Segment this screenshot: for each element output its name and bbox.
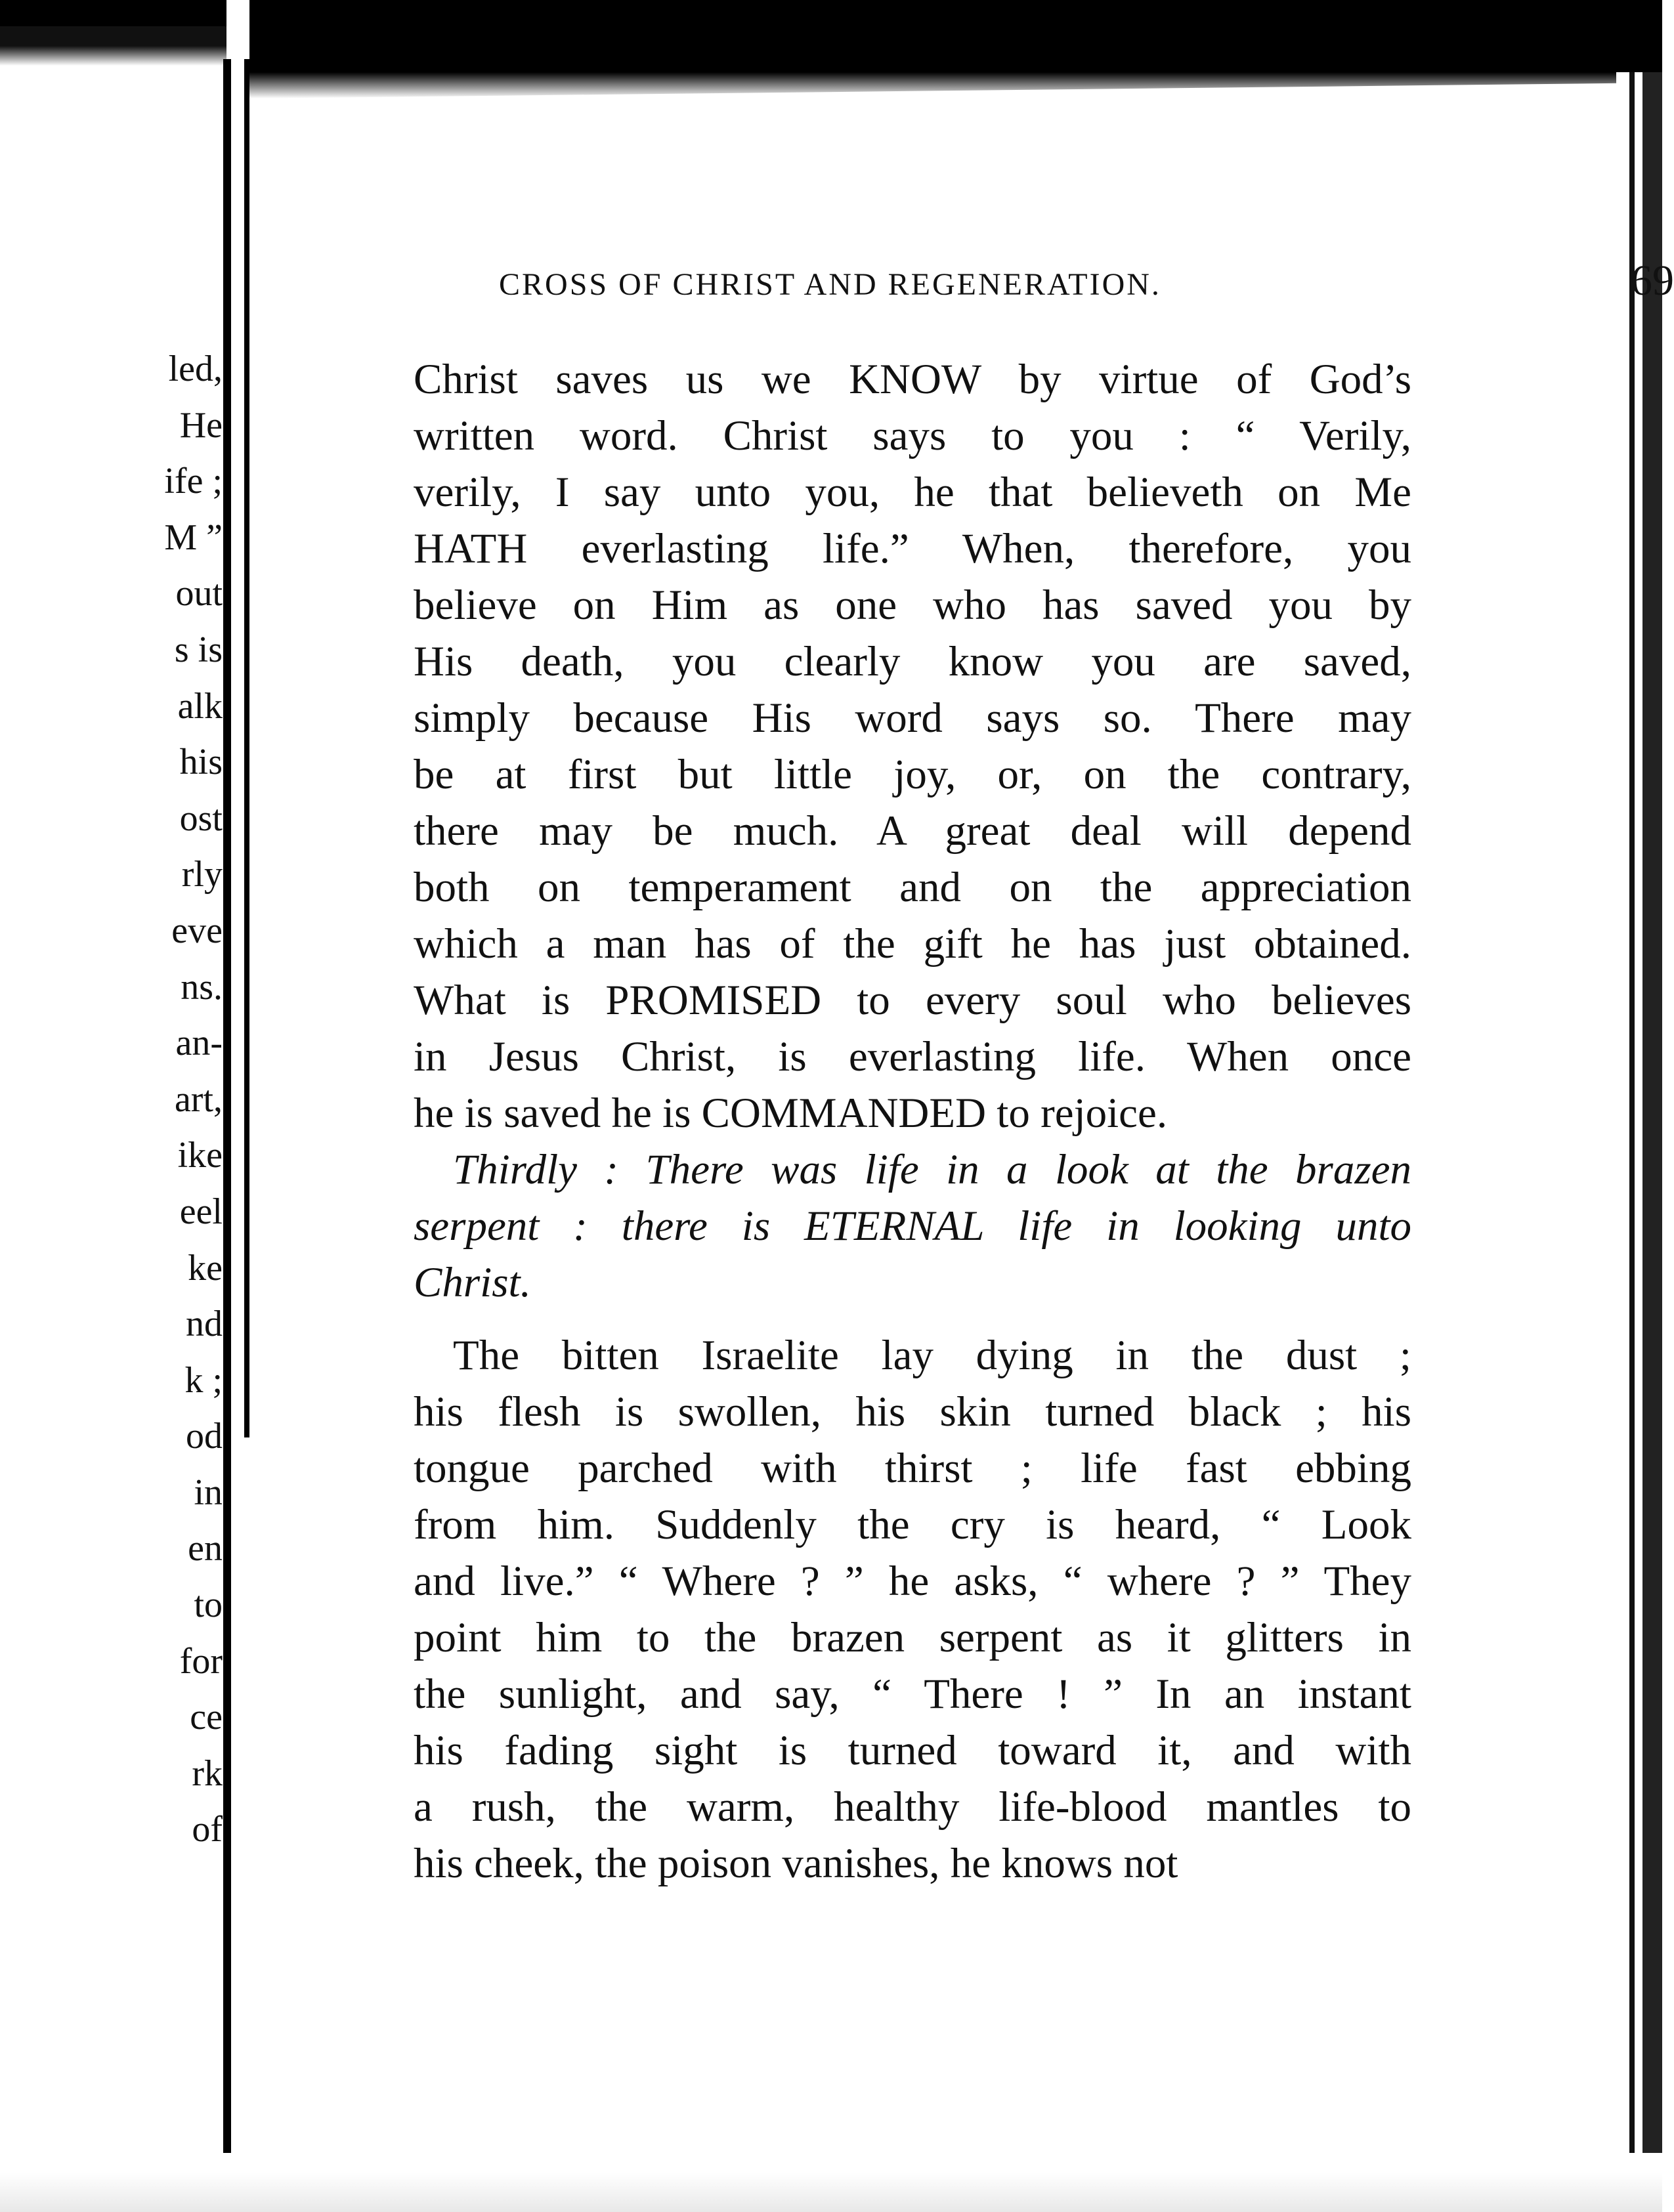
text-fragment: ost [179,798,223,839]
running-head [499,256,1674,306]
text-fragment: M ” [164,517,223,558]
text-fragment: alk [177,685,223,727]
text-fragment: od [186,1416,223,1457]
page-shadow [249,0,1662,72]
text-fragment: to [194,1585,223,1626]
text-line: a rush, the warm, healthy life-blood mantles to [414,1783,1411,1831]
text-line: there may be much. A great deal will depend [414,807,1411,855]
paragraph [414,1327,1411,1892]
text-fragment: rk [192,1753,223,1794]
text-line: written word. Christ says to you : “ Verily, [414,412,1411,459]
text-fragment: ce [190,1697,223,1738]
text-fragment: an- [175,1023,223,1064]
text-line: he is saved he is COMMANDED to rejoice. [414,1090,1168,1137]
text-line: Thirdly : There was life in a look at the brazen [453,1146,1411,1193]
paragraph-gap [414,1311,1411,1327]
text-fragment: out [175,573,223,614]
text-line: his fading sight is turned toward it, and with [414,1727,1411,1774]
text-fragment: of [192,1809,223,1850]
previous-page-text-fragments [69,341,226,1858]
text-fragment: eel [179,1191,223,1232]
text-fragment: en [188,1528,223,1569]
book-spine-line [244,59,249,1437]
body-text [414,351,1411,1892]
text-line: point him to the brazen serpent as it glitters in [414,1614,1411,1661]
text-line: tongue parched with thirst ; life fast ebbing [414,1445,1411,1492]
text-fragment: ike [177,1135,223,1176]
text-line: his flesh is swollen, his skin turned black ; his [414,1388,1411,1436]
page-shadow [0,0,226,66]
text-line: be at first but little joy, or, on the contrary, [414,751,1411,798]
text-line: which a man has of the gift he has just obtained. [414,920,1411,968]
text-fragment: led, [168,349,223,389]
paragraph-italic [414,1141,1411,1311]
page-number: 69 [1631,257,1674,305]
text-fragment: for [179,1640,223,1682]
text-line: in Jesus Christ, is everlasting life. When once [414,1033,1411,1080]
text-fragment: ns. [181,966,223,1008]
text-line: verily, I say unto you, he that believeth on Me [414,469,1411,516]
text-fragment: ife ; [164,461,223,502]
book-spine-line [223,59,231,2153]
text-line: the sunlight, and say, “ There ! ” In an instant [414,1670,1411,1718]
paragraph [414,351,1411,1141]
text-line: from him. Suddenly the cry is heard, “ Look [414,1501,1411,1548]
text-fragment: k ; [184,1359,223,1401]
text-line: and live.” “ Where ? ” he asks, “ where ? ” They [414,1558,1411,1605]
text-line: HATH everlasting life.” When, therefore, you [414,525,1411,572]
running-title: CROSS OF CHRIST AND REGENERATION. [499,267,1161,302]
text-line: Christ. [414,1259,531,1306]
page-right-edge [1616,72,1662,2173]
text-fragment: art, [174,1078,223,1120]
text-line: both on temperament and on the appreciation [414,864,1411,911]
text-fragment: his [179,742,223,783]
text-line: believe on Him as one who has saved you by [414,582,1411,629]
text-fragment: nd [186,1304,223,1345]
text-line: The bitten Israelite lay dying in the dust ; [453,1332,1411,1379]
text-fragment: rly [181,854,223,895]
text-line: What is PROMISED to every soul who believes [414,977,1411,1024]
text-fragment: in [194,1472,223,1513]
page-top-edge [249,72,1662,98]
text-line: Christ saves us we KNOW by virtue of God’s [414,356,1411,403]
text-fragment: eve [171,910,223,951]
page-bottom-edge [0,2153,1662,2212]
text-fragment: He [179,404,223,446]
text-fragment: s is [174,629,223,670]
text-line: His death, you clearly know you are saved, [414,638,1411,685]
text-line: his cheek, the poison vanishes, he knows not [414,1840,1178,1887]
text-line: serpent : there is ETERNAL life in looking unto [414,1202,1411,1250]
text-fragment: ke [188,1247,223,1288]
previous-page-edge [0,0,226,2212]
text-line: simply because His word says so. There may [414,694,1411,742]
